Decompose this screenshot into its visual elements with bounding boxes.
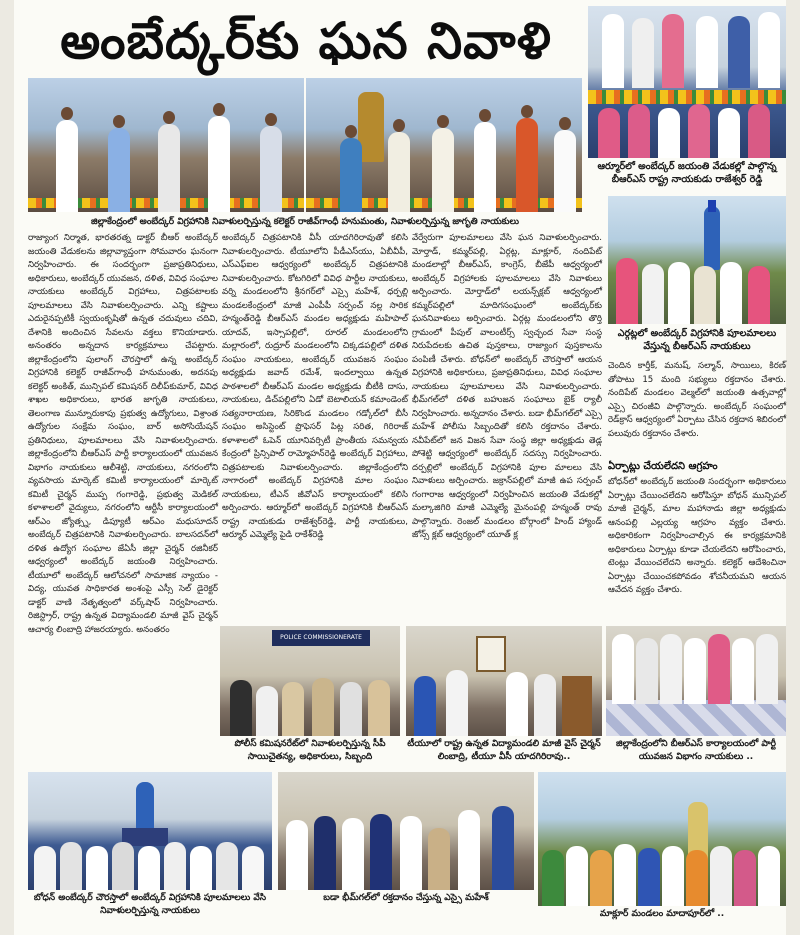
caption-armoor: ఆర్మూర్‌లో అంబేద్కర్ జయంతి వేడుకల్లో పాల్గొన్న బీఆర్ఎస్ రాష్ట్ర నాయకుడు రాజేశ్వర్ రెడ్డి [597,161,777,185]
article-column-4-top: చెందిన కార్తీక్, మనుష్, సల్మాన్, సాయిలు, కిరణ్ తోపాటు 15 మంది సభ్యులు రక్తదానం చేశారు. నందిపేట్ మండలం వెల్మల్‌లో జయంతి ఉత్సవాల్లో ఎస్సై చిరంజీవి పాల్గొన్నారు. అంబేద్కర్ సంఘంలో రెడ్‌క్రాస్ ఆధ్వర్యంలో ఏర్పాటు చేసిన రక్తదాన శిబిరంలో పలువురు రక్తదానం చేశారు. [608,361,786,439]
subheading-protest: ఏర్పాట్లు చేయలేదని ఆగ్రహం [608,461,718,472]
caption-tu: టీయూలో రాష్ట్ర ఉన్నత విద్యామండలి మాజీ వైస్ చైర్మన్ లింబాద్రి, టీయూ వీసీ యాదగిరిరావు.. [407,739,601,762]
caption-bodhan: బోధన్ అంబేద్కర్ చౌరస్తాలో అంబేద్కర్ విగ్రహానికి పూలమాలలు వేసి నివాళులర్పిస్తున్న నాయకులు [33,893,267,916]
photo-brs-office [606,626,786,736]
photo-tu [406,626,602,736]
caption-madapur: మాక్లూర్ మండలం మాదాపూర్‌లో .. [599,909,725,919]
caption-police: పోలీస్ కమిషనరేట్‌లో నివాళులర్పిస్తున్న సీపీ సాయిచైతన్య, అధికారులు, సిబ్బంది [234,739,386,762]
top-photo-left-half [28,78,304,212]
photo-police-commissionerate [220,626,400,736]
headline: అంబేద్కర్‌కు ఘన నివాళి [60,12,552,70]
photo-ergatla [608,196,786,324]
photo-madapur [538,772,786,906]
caption-blood-donation: బడా భీమ్‌గల్‌లో రక్తదానం చేస్తున్న ఎస్సై మహేశ్ [323,893,489,903]
photo-bodhan [28,772,272,890]
left-page-edge [0,0,14,935]
article-column-4-bottom: బోధన్‌లో అంబేద్కర్ జయంతి సందర్భంగా అధికారులు ఏర్పాట్లు చేయించలేదని ఆరోపిస్తూ బోధన్ మున్సిపల్ మాజీ చైర్మన్, మాల మహానాడు జిల్లా అధ్యక్షుడు ఆనంపల్లి ఎల్లయ్య ఆగ్రహం వ్యక్తం చేశారు. అధికారికంగా నిర్వహించాల్సిన ఈ కార్యక్రమానికి అధికారులు ఏర్పాట్లు కూడా చేయలేదని ఆరోపించారు, టెంట్లు వేయించలేదని అన్నారు. కలెక్టర్ ఆదేశించినా ఏర్పాట్లు చేయించకపోవడం శోచనీయమని ఆయన ఆవేదన వ్యక్తం చేశారు. [608,477,786,595]
article-column-3: వేర్వేరుగా పూలమాలలు వేసి ఘన నివాళులర్పించారు. మోర్తాడ్, కమ్మర్‌పల్లి, ఏర్గట్ల, మాక్లూర్, నందిపేట్ మండలాల్లో బీఆర్ఎస్, కాంగ్రెస్, బీజేపీ ఆధ్వర్యంలో అంబేద్కర్ విగ్రహాలకు పూలమాలలు వేసి నివాళులు అర్పించారు. మోర్తాడ్‌లో లయన్స్‌క్లబ్ ఆధ్వర్యంలో కమ్మర్‌పల్లిలో మాదిగసంఘంలో అంబేద్కర్‌కు ఘననివాళులు అర్పించారు. ఏర్గట్ల మండలంలోని తొర్తి గ్రామంలో పీపుల్ వాలంటీర్స్ స్వచ్ఛంద సేవా సంస్థ నిరుపేదలకు ఉచిత పుస్తకాలు, రాజ్యాంగ పుస్తకాలను పంపిణీ చేశారు. బోధన్‌లో అంబేద్కర్ చౌరస్తాలో ఆయన విగ్రహానికి అధికారులు, ప్రజాప్రతినిధులు, వివిధ సంఘాల నాయకులు పూలమాలలు వేసి నివాళులర్పించారు. భీమ్‌గల్‌లో దళిత బహుజన సంఘాలు బైక్ ర్యాలీ నిర్వహించారు. అన్నదానం చేశారు. బడా భీమ్‌గల్‌లో ఎస్సై మహేశ్ పోలీసు సిబ్బందితో కలిసి రక్తదానం చేశారు. నవీపేట్‌లో జన విజన సేవా సంస్థ జిల్లా అధ్యక్షుడు తెడ్ల పోశెట్టి ఆధ్వర్యంలో అంబేద్కర్ సదస్సు నిర్వహించారు. దర్పల్లిలో అంబేద్కర్ విగ్రహానికి పూల మాలలు వేసి నివాళులు అర్పించారు. జక్రాన్‌పల్లిలో మాజీ ఉప సర్పంచ్ గంగారాజ ఆధ్వర్యంలో నిర్వహించిన జయంతి వేడుకల్లో మల్కాజిగిరి మాజీ ఎమ్మెల్యే మైనంపల్లి హన్మంత్ రావు పాల్గొన్నారు. రెంజల్ మండలం బోర్గాంలో హింద్ హ్యాండ్ జోన్స్ క్లబ్ ఆధ్వర్యంలో యూత్ క్ల [412,233,602,540]
photo-blood-donation [278,772,534,890]
article-column-2: అంబేద్కర్ చిత్రపటానికి వీసీ యాదగిరిరావుతో కలిసి నివాళులర్పించారు. టీయూలోని పీడీఎస్‌యు, ఏబీవీపీ, ఎస్ఎఫ్ఐల ఆధ్వర్యంలో అంబేద్కర్ చిత్రపటానికి నివాళులర్పించారు. కోటగిరిలో వివిధ పార్టీల నాయకులు, వర్ని మండలంలోని శ్రీనగర్‌లో ఎస్సై మహేశ్, ధర్పల్లి మండలకేంద్రంలో మాజీ ఎంపీపీ సర్పంచ్ నల్ల సారిక హన్మంత్‌రెడ్డి బీఆర్ఎస్ మండల అధ్యక్షుడు మహిపాల్ యాదవ్, ఇస్సాపల్లిలో, రూరల్ మండలంలోని మల్లారంలో, రుద్రూర్ మండలంలోని చిక్కడపల్లిలో దళిత సంఘం నాయకులు, అంబేద్కర్ యువజన సంఘం అధ్యక్షుడు జవాద్ రమేశ్, ఇందల్వాయి ఉన్నత పాఠశాలలో బీఆర్ఎస్ మండల అధ్యక్షుడు బీటీకి దాసు, నాయకులు, డిచ్‌పల్లిలోని ఏడో బెటాలియన్ కమాండెంట్ సత్యనారాయణ, సిరికొండ మండలం గడ్కోల్‌లో బీసీ సంఘం అసిస్టెంట్ ప్రొఫెసర్ పిట్ల సరిత, గిరిరాజ్ కళాశాలలో ఓపెన్ యూనివర్సిటీ ప్రాంతీయ సమన్వయ కేంద్రంలో ప్రిన్సిపాల్ రామ్మోహన్‌రెడ్డి అంబేద్కర్ విగ్రహాలు, చిత్రపటాలకు నివాళులర్పించారు. జిల్లాకేంద్రంలోని నాగారంలో అంబేద్కర్ విగ్రహానికి మాల సంఘం నాయకులు, టీఎన్ జీవోఎస్ కార్యాలయంలో కలిసి అర్పించారు. ఆర్మూర్‌లో అంబేద్కర్ విగ్రహానికి బీఆర్ఎస్ రాష్ట్ర నాయకుడు రాజేశ్వర్‌రెడ్డి, పార్టీ నాయకులు, ఆర్మూర్ ఎమ్మెల్యే పైడి రాకేశ్‌రెడ్డి [222,233,408,540]
police-sign: POLICE COMMISSIONERATE [272,630,370,646]
caption-brs-office: జిల్లాకేంద్రంలోని బీఆర్ఎస్ కార్యాలయంలో పార్టీ యువజన విభాగం నాయకులు .. [616,739,776,762]
top-photo-right-half [306,78,582,212]
caption-ergatla: ఎర్గట్లలో అంబేద్కర్ విగ్రహానికి పూలమాలలు వేస్తున్న బీఆర్ఎస్ నాయకులు [617,328,777,352]
right-page-edge [786,0,800,935]
caption-top-left: జిల్లాకేంద్రంలో అంబేద్కర్ విగ్రహానికి నివాళులర్పిస్తున్న కలెక్టర్ రాజీవ్‌గాంధీ హనుమంతు, నివాళులర్పిస్తున్న జాగృతి నాయకులు [91,217,519,227]
photo-armoor [588,6,786,158]
article-column-1: రాజ్యాంగ నిర్మాత, భారతరత్న డాక్టర్ బీఆర్ అంబేద్కర్ జయంతి వేడుకలను జిల్లావ్యాప్తంగా సోమవారం ఘనంగా నిర్వహించారు. ఈ సందర్భంగా ప్రజాప్రతినిధులు, అధికారులు, అంబేద్కర్ యువజన, దళిత, వివిధ సంఘాల నాయకులు అంబేద్కర్ విగ్రహాలు, చిత్రపటాలకు పూలమాలలు వేసి నివాళులర్పించారు. ఎన్ని కష్టాలు ఎదురైనప్పటికీ స్వయంకృషితో ఉన్నత చదువులు చదివి, దేశానికి అందించిన సేవలను వక్తలు కొనియాడారు. అనంతరం అన్నదాన కార్యక్రమాలు చేపట్టారు. జిల్లాకేంద్రంలోని పులాంగ్ చౌరస్తాలో ఉన్న అంబేద్కర్ విగ్రహానికి కలెక్టర్ రాజీవ్‌గాంధీ హనుమంతు, అదనపు కలెక్టర్ అంకిత్, మున్సిపల్ కమిషనర్ దిలీప్‌కుమార్, వివిధ శాఖల అధికారులు, భారత జాగృతి నాయకులు, తెలంగాణ మున్నూరుకాపు ప్రభుత్వ ఉద్యోగులు, విశ్రాంత ఉద్యోగుల సంక్షేమ సంఘం, బార్ అసోసియేషన్ ప్రతినిధులు, పూలమాలలు వేసి నివాళులర్పించారు. జిల్లాకేంద్రంలోని బీఆర్ఎస్ పార్టీ కార్యాలయంలో యువజన విభాగం నాయకులు ఆలీశెట్టి, నాయకులు, నగరంలోని వ్యవసాయ మార్కెట్ కమిటీ కార్యాలయంలో మార్కెట్ కమిటీ చైర్మన్ ముప్ప గంగారెడ్డి, ప్రభుత్వ మెడికల్ కళాశాలలో వైద్యులు, నగరంలోని ఆర్టీసీ కార్యాలయంలో ఆర్ఎం జ్యోత్స్న, డిప్యూటీ ఆర్ఎం మధుసూదన్ అంబేద్కర్ చిత్రపటానికి నివాళులర్పించారు. బాలసదన్‌లో దళిత ఉద్యోగ సంఘాల జేఏసీ జిల్లా చైర్మన్ రజినీకర్ ఆధ్వర్యంలో అంబేద్కర్ జయంతి నిర్వహించారు. టీయూలో అంబేద్కర్ ఆలోచనలో సామాజిక న్యాయం - విద్య, యువత సాధికారత అంశంపై ఎస్సీ సెల్ డైరెక్టర్ డాక్టర్ వాణి నేతృత్వంలో వర్క్‌షాప్ నిర్వహించారు. రిజిస్ట్రార్, రాష్ట్ర ఉన్నత విద్యామండలి మాజీ వైస్ చైర్మన్ ఆచార్య లింబాద్రి హాజరయ్యారు. అనంతరం [28,233,218,635]
